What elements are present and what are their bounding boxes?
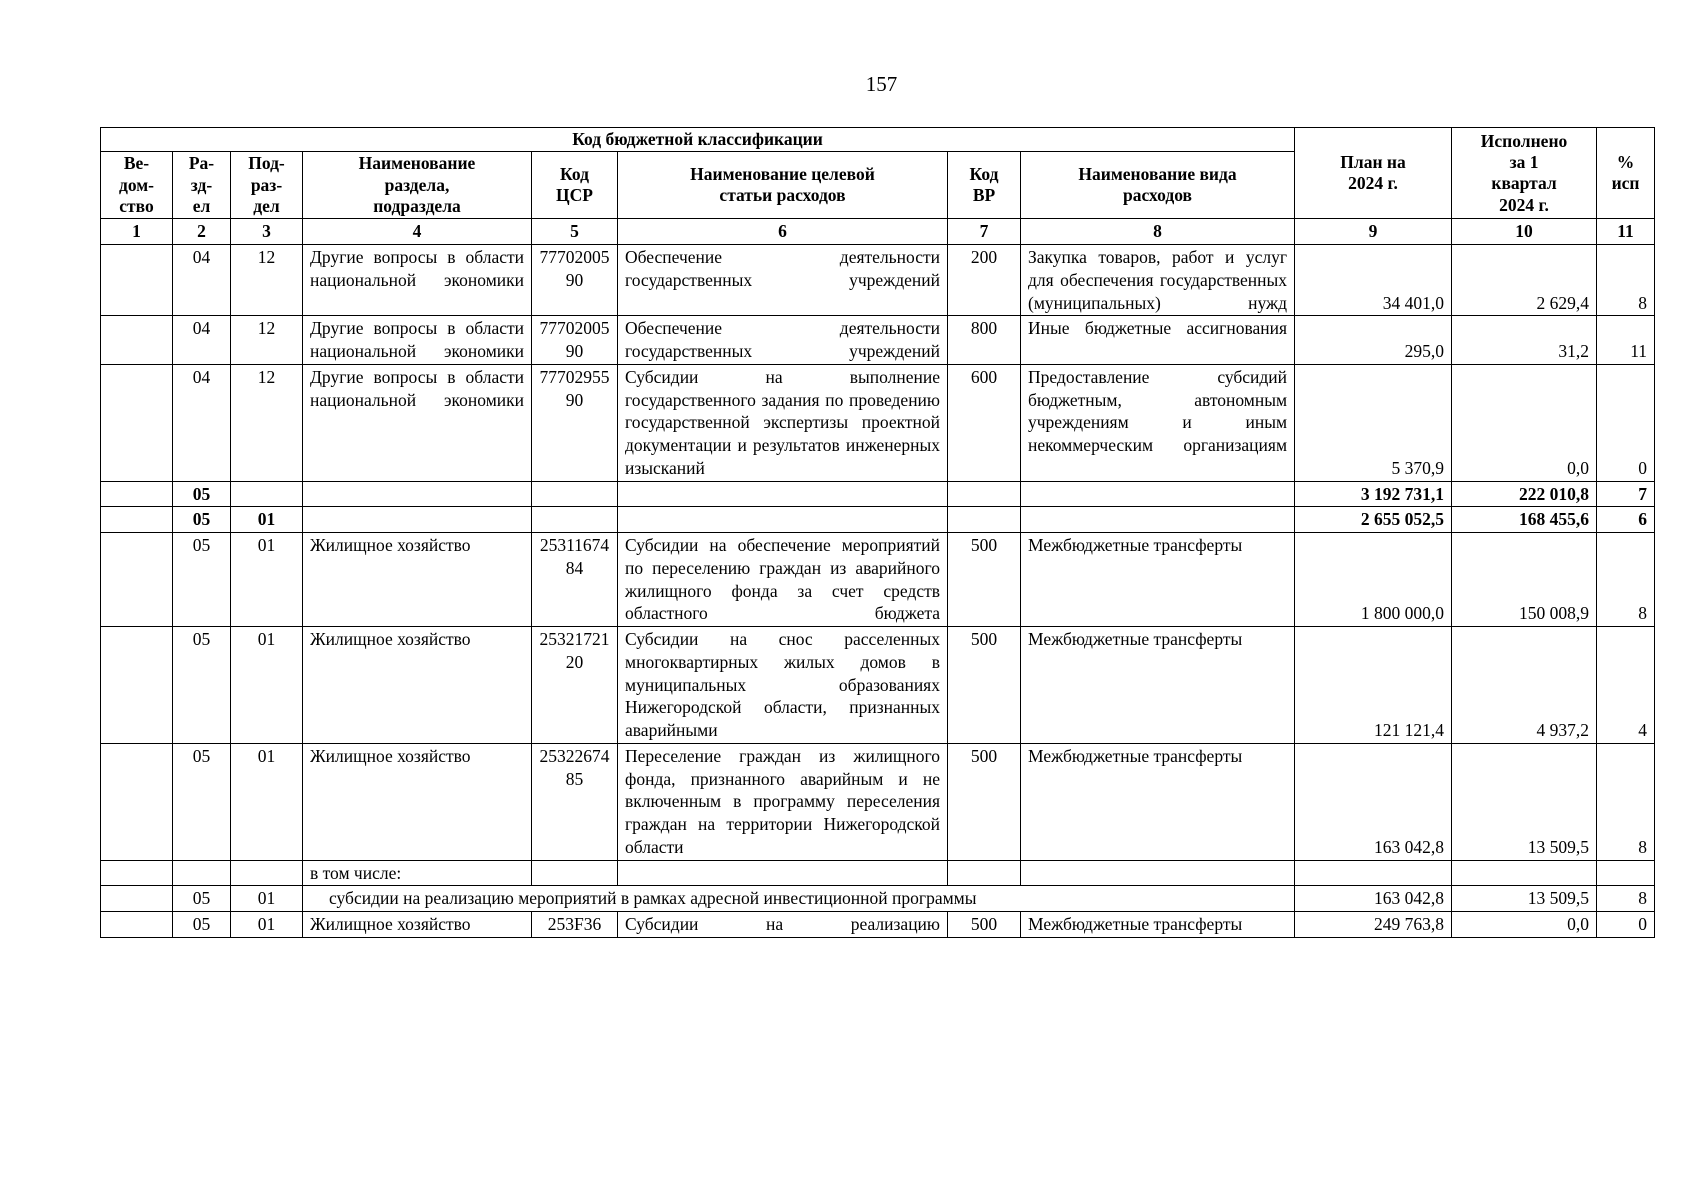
podrazdel-cell: 01 bbox=[231, 533, 303, 627]
budget-table bbox=[100, 127, 1655, 938]
csr-header: Код ЦСР bbox=[532, 152, 618, 219]
column-number: 9 bbox=[1295, 219, 1452, 245]
column-numbers-row bbox=[101, 219, 1655, 245]
podrazdel-cell: 01 bbox=[231, 886, 303, 912]
table-header bbox=[101, 128, 1655, 245]
csr-cell: 2531167484 bbox=[532, 533, 618, 627]
vr-name-cell: Предоставление субсидий бюджетным, автономным учреждениям и иным некоммерческим организациям bbox=[1021, 364, 1295, 481]
vr-cell: 500 bbox=[948, 533, 1021, 627]
percent-header: % исп bbox=[1597, 128, 1655, 219]
table-row bbox=[101, 364, 1655, 481]
percent-cell bbox=[1597, 860, 1655, 886]
razdel-name-cell: Жилищное хозяйство bbox=[303, 533, 532, 627]
done-cell: 222 010,8 bbox=[1452, 481, 1597, 507]
column-number: 7 bbox=[948, 219, 1021, 245]
csr-cell: 7770200590 bbox=[532, 245, 618, 316]
vedomstvo-header: Ве- дом- ство bbox=[101, 152, 173, 219]
subsidy-description-cell: субсидии на реализацию мероприятий в рамках адресной инвестиционной программы bbox=[303, 886, 1295, 912]
vr-cell: 800 bbox=[948, 316, 1021, 365]
razdel-cell: 05 bbox=[173, 533, 231, 627]
vr-cell: 200 bbox=[948, 245, 1021, 316]
plan-cell: 2 655 052,5 bbox=[1295, 507, 1452, 533]
plan-cell: 121 121,4 bbox=[1295, 627, 1452, 744]
table-row bbox=[101, 245, 1655, 316]
podrazdel-cell: 12 bbox=[231, 364, 303, 481]
podrazdel-cell: 01 bbox=[231, 912, 303, 938]
razdel-name-cell bbox=[303, 507, 532, 533]
vr-cell: 500 bbox=[948, 912, 1021, 938]
table-row bbox=[101, 533, 1655, 627]
vr-name-cell bbox=[1021, 481, 1295, 507]
vedomstvo-cell bbox=[101, 533, 173, 627]
done-cell: 0,0 bbox=[1452, 364, 1597, 481]
column-number: 5 bbox=[532, 219, 618, 245]
csr-cell: 2532172120 bbox=[532, 627, 618, 744]
column-number: 4 bbox=[303, 219, 532, 245]
razdel-cell: 05 bbox=[173, 507, 231, 533]
plan-cell: 1 800 000,0 bbox=[1295, 533, 1452, 627]
percent-cell: 7 bbox=[1597, 481, 1655, 507]
column-number: 3 bbox=[231, 219, 303, 245]
table-row bbox=[101, 627, 1655, 744]
vedomstvo-cell bbox=[101, 364, 173, 481]
vr-cell: 600 bbox=[948, 364, 1021, 481]
percent-cell: 11 bbox=[1597, 316, 1655, 365]
plan-header: План на 2024 г. bbox=[1295, 128, 1452, 219]
razdel-cell: 05 bbox=[173, 627, 231, 744]
done-cell: 13 509,5 bbox=[1452, 743, 1597, 860]
target-name-cell: Субсидии на реализацию bbox=[618, 912, 948, 938]
done-cell: 168 455,6 bbox=[1452, 507, 1597, 533]
done-cell: 150 008,9 bbox=[1452, 533, 1597, 627]
percent-cell: 6 bbox=[1597, 507, 1655, 533]
subsection-total-row bbox=[101, 507, 1655, 533]
vr-name-cell: Межбюджетные трансферты bbox=[1021, 912, 1295, 938]
csr-cell: 2532267485 bbox=[532, 743, 618, 860]
razdel-cell: 05 bbox=[173, 912, 231, 938]
razdel-header: Ра- зд- ел bbox=[173, 152, 231, 219]
column-number: 11 bbox=[1597, 219, 1655, 245]
including-label: в том числе: bbox=[303, 860, 532, 886]
razdel-cell: 05 bbox=[173, 886, 231, 912]
podrazdel-cell: 01 bbox=[231, 743, 303, 860]
podrazdel-cell: 12 bbox=[231, 316, 303, 365]
razdel-cell: 04 bbox=[173, 316, 231, 365]
vr-name-cell: Закупка товаров, работ и услуг для обеспечения государственных (муниципальных) нужд bbox=[1021, 245, 1295, 316]
vr-name-cell: Межбюджетные трансферты bbox=[1021, 533, 1295, 627]
podrazdel-cell bbox=[231, 481, 303, 507]
vedomstvo-cell bbox=[101, 860, 173, 886]
razdel-name-cell: Жилищное хозяйство bbox=[303, 912, 532, 938]
vr-name-cell bbox=[1021, 507, 1295, 533]
column-number: 1 bbox=[101, 219, 173, 245]
done-cell: 4 937,2 bbox=[1452, 627, 1597, 744]
plan-cell: 249 763,8 bbox=[1295, 912, 1452, 938]
vedomstvo-cell bbox=[101, 316, 173, 365]
plan-cell: 34 401,0 bbox=[1295, 245, 1452, 316]
razdel-cell bbox=[173, 860, 231, 886]
percent-cell: 8 bbox=[1597, 886, 1655, 912]
section-total-row bbox=[101, 481, 1655, 507]
table-row bbox=[101, 743, 1655, 860]
percent-cell: 4 bbox=[1597, 627, 1655, 744]
plan-cell: 163 042,8 bbox=[1295, 886, 1452, 912]
column-number: 6 bbox=[618, 219, 948, 245]
vr-name-cell: Иные бюджетные ассигнования bbox=[1021, 316, 1295, 365]
vr-cell: 500 bbox=[948, 743, 1021, 860]
done-cell bbox=[1452, 860, 1597, 886]
vedomstvo-cell bbox=[101, 507, 173, 533]
vr-name-cell: Межбюджетные трансферты bbox=[1021, 743, 1295, 860]
percent-cell: 8 bbox=[1597, 245, 1655, 316]
table-row bbox=[101, 886, 1655, 912]
razdel-name-cell: Жилищное хозяйство bbox=[303, 627, 532, 744]
razdel-name-cell: Другие вопросы в области национальной экономики bbox=[303, 245, 532, 316]
razdel-cell: 04 bbox=[173, 245, 231, 316]
razdel-name-header: Наименование раздела, подраздела bbox=[303, 152, 532, 219]
budget-classification-header: Код бюджетной классификации bbox=[101, 128, 1295, 152]
vr-name-cell: Межбюджетные трансферты bbox=[1021, 627, 1295, 744]
razdel-cell: 05 bbox=[173, 481, 231, 507]
razdel-name-cell bbox=[303, 481, 532, 507]
column-number: 8 bbox=[1021, 219, 1295, 245]
percent-cell: 8 bbox=[1597, 533, 1655, 627]
csr-cell: 253F36 bbox=[532, 912, 618, 938]
column-number: 10 bbox=[1452, 219, 1597, 245]
percent-cell: 8 bbox=[1597, 743, 1655, 860]
target-name-cell bbox=[618, 860, 948, 886]
percent-cell: 0 bbox=[1597, 364, 1655, 481]
target-name-cell: Субсидии на обеспечение мероприятий по переселению граждан из аварийного жилищного фонда за счет средств областного бюджета bbox=[618, 533, 948, 627]
target-name-header: Наименование целевой статьи расходов bbox=[618, 152, 948, 219]
plan-cell: 163 042,8 bbox=[1295, 743, 1452, 860]
razdel-name-cell: Жилищное хозяйство bbox=[303, 743, 532, 860]
csr-cell bbox=[532, 481, 618, 507]
vedomstvo-cell bbox=[101, 627, 173, 744]
plan-cell: 5 370,9 bbox=[1295, 364, 1452, 481]
plan-cell bbox=[1295, 860, 1452, 886]
target-name-cell: Обеспечение деятельности государственных учреждений bbox=[618, 245, 948, 316]
csr-cell bbox=[532, 507, 618, 533]
table-row bbox=[101, 316, 1655, 365]
table-row bbox=[101, 912, 1655, 938]
vedomstvo-cell bbox=[101, 886, 173, 912]
razdel-cell: 05 bbox=[173, 743, 231, 860]
target-name-cell bbox=[618, 481, 948, 507]
podrazdel-cell bbox=[231, 860, 303, 886]
podrazdel-header: Под- раз- дел bbox=[231, 152, 303, 219]
csr-cell: 7770295590 bbox=[532, 364, 618, 481]
plan-cell: 295,0 bbox=[1295, 316, 1452, 365]
target-name-cell bbox=[618, 507, 948, 533]
including-row bbox=[101, 860, 1655, 886]
percent-cell: 0 bbox=[1597, 912, 1655, 938]
podrazdel-cell: 12 bbox=[231, 245, 303, 316]
vr-name-header: Наименование вида расходов bbox=[1021, 152, 1295, 219]
vr-cell: 500 bbox=[948, 627, 1021, 744]
vr-cell bbox=[948, 860, 1021, 886]
vr-cell bbox=[948, 481, 1021, 507]
vr-name-cell bbox=[1021, 860, 1295, 886]
podrazdel-cell: 01 bbox=[231, 507, 303, 533]
target-name-cell: Обеспечение деятельности государственных учреждений bbox=[618, 316, 948, 365]
csr-cell bbox=[532, 860, 618, 886]
done-header: Исполнено за 1 квартал 2024 г. bbox=[1452, 128, 1597, 219]
page-number: 157 bbox=[865, 72, 898, 96]
vedomstvo-cell bbox=[101, 245, 173, 316]
vedomstvo-cell bbox=[101, 481, 173, 507]
vedomstvo-cell bbox=[101, 912, 173, 938]
target-name-cell: Субсидии на выполнение государственного задания по проведению государственной экспертизы проектной документации и результатов инженерных изысканий bbox=[618, 364, 948, 481]
done-cell: 31,2 bbox=[1452, 316, 1597, 365]
done-cell: 2 629,4 bbox=[1452, 245, 1597, 316]
podrazdel-cell: 01 bbox=[231, 627, 303, 744]
razdel-name-cell: Другие вопросы в области национальной экономики bbox=[303, 364, 532, 481]
column-number: 2 bbox=[173, 219, 231, 245]
razdel-cell: 04 bbox=[173, 364, 231, 481]
vr-cell bbox=[948, 507, 1021, 533]
vr-header: Код ВР bbox=[948, 152, 1021, 219]
target-name-cell: Переселение граждан из жилищного фонда, признанного аварийным и не включенным в программу переселения граждан на территории Нижегородской области bbox=[618, 743, 948, 860]
target-name-cell: Субсидии на снос расселенных многоквартирных жилых домов в муниципальных образованиях Нижегородской области, признанных аварийными bbox=[618, 627, 948, 744]
done-cell: 0,0 bbox=[1452, 912, 1597, 938]
csr-cell: 7770200590 bbox=[532, 316, 618, 365]
vedomstvo-cell bbox=[101, 743, 173, 860]
done-cell: 13 509,5 bbox=[1452, 886, 1597, 912]
razdel-name-cell: Другие вопросы в области национальной экономики bbox=[303, 316, 532, 365]
plan-cell: 3 192 731,1 bbox=[1295, 481, 1452, 507]
